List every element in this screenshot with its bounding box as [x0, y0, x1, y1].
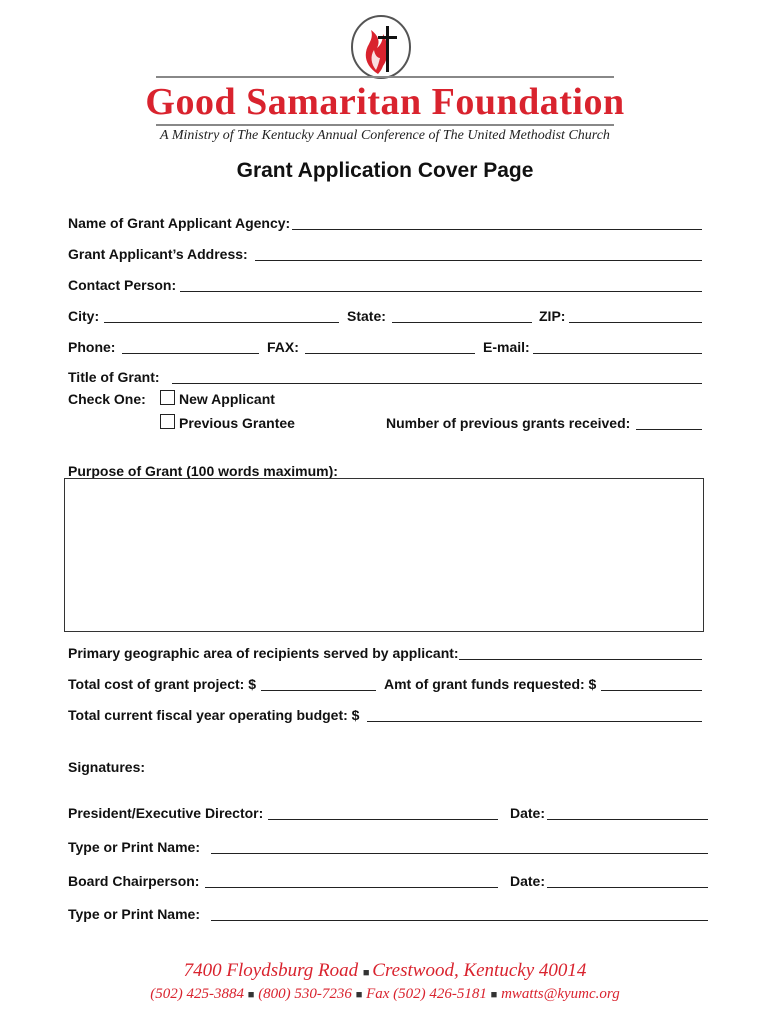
geo-area-label: Primary geographic area of recipients served by applicant: — [68, 645, 459, 661]
print-name1-field[interactable] — [211, 853, 708, 854]
header-rule-top — [156, 76, 614, 78]
footer-email: mwatts@kyumc.org — [501, 986, 620, 1002]
previous-grantee-checkbox[interactable] — [160, 414, 175, 429]
city-field[interactable] — [104, 322, 339, 323]
cross-and-flame-icon — [349, 14, 413, 80]
address-label: Grant Applicant’s Address: — [68, 246, 248, 262]
board-chair-label: Board Chairperson: — [68, 873, 200, 889]
date2-label: Date: — [510, 873, 546, 889]
footer-phone1: (502) 425-3884 — [150, 986, 245, 1002]
amount-requested-label: Amt of grant funds requested: $ — [384, 676, 597, 692]
phone-field[interactable] — [122, 353, 259, 354]
geo-area-field[interactable] — [459, 659, 702, 660]
footer-phone2: (800) 530-7236 — [258, 986, 352, 1002]
previous-grantee-label: Previous Grantee — [179, 415, 295, 431]
date1-field[interactable] — [547, 819, 708, 820]
signatures-heading: Signatures: — [68, 759, 146, 775]
contact-person-label: Contact Person: — [68, 277, 177, 293]
num-previous-grants-field[interactable] — [636, 429, 702, 430]
new-applicant-label: New Applicant — [179, 391, 275, 407]
header-rule-bottom — [156, 124, 614, 126]
bullet-icon: ■ — [490, 989, 498, 1001]
footer-city: Crestwood, Kentucky 40014 — [372, 960, 587, 981]
date1-label: Date: — [510, 805, 546, 821]
bullet-icon: ■ — [362, 967, 373, 979]
bullet-icon: ■ — [355, 989, 363, 1001]
check-one-label: Check One: — [68, 391, 146, 407]
state-label: State: — [347, 308, 386, 324]
total-cost-field[interactable] — [261, 690, 376, 691]
amount-requested-field[interactable] — [601, 690, 702, 691]
zip-label: ZIP: — [539, 308, 566, 324]
agency-name-field[interactable] — [292, 229, 702, 230]
footer-address — [0, 960, 770, 984]
address-field[interactable] — [255, 260, 702, 261]
print-name2-field[interactable] — [211, 920, 708, 921]
purpose-label: Purpose of Grant (100 words maximum): — [68, 463, 338, 479]
operating-budget-label: Total current fiscal year operating budget: $ — [68, 707, 360, 723]
president-signature-field[interactable] — [268, 819, 498, 820]
contact-person-field[interactable] — [180, 291, 702, 292]
board-chair-signature-field[interactable] — [205, 887, 498, 888]
operating-budget-field[interactable] — [367, 721, 702, 722]
footer-contacts — [0, 984, 770, 1005]
fax-field[interactable] — [305, 353, 475, 354]
state-field[interactable] — [392, 322, 532, 323]
president-label: President/Executive Director: — [68, 805, 264, 821]
footer-fax: Fax (502) 426-5181 — [366, 986, 487, 1002]
agency-name-label: Name of Grant Applicant Agency: — [68, 215, 291, 231]
total-cost-label: Total cost of grant project: $ — [68, 676, 256, 692]
org-subtitle: A Ministry of The Kentucky Annual Conference of The United Methodist Church — [160, 128, 610, 143]
zip-field[interactable] — [569, 322, 702, 323]
phone-label: Phone: — [68, 339, 116, 355]
page-title: Grant Application Cover Page — [236, 159, 534, 182]
bullet-icon: ■ — [247, 989, 255, 1001]
num-previous-grants-label: Number of previous grants received: — [386, 415, 631, 431]
footer-street: 7400 Floydsburg Road — [183, 960, 359, 981]
fax-label: FAX: — [267, 339, 299, 355]
email-label: E-mail: — [483, 339, 530, 355]
email-field[interactable] — [533, 353, 702, 354]
print-name2-label: Type or Print Name: — [68, 906, 200, 922]
print-name1-label: Type or Print Name: — [68, 839, 200, 855]
org-name: Good Samaritan Foundation — [145, 81, 625, 123]
grant-title-field[interactable] — [172, 383, 702, 384]
grant-title-label: Title of Grant: — [68, 369, 160, 385]
city-label: City: — [68, 308, 100, 324]
new-applicant-checkbox[interactable] — [160, 390, 175, 405]
date2-field[interactable] — [547, 887, 708, 888]
purpose-textarea[interactable] — [64, 478, 704, 632]
